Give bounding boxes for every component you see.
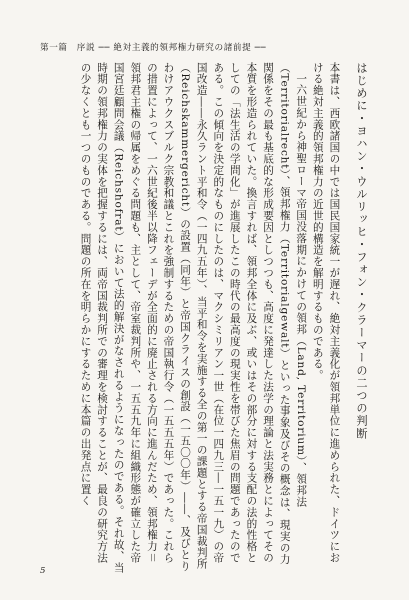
paragraph: 一六世紀から神聖ローマ帝国没落期にかけての領邦（Land, Territorium）、領邦法（Territorialrecht）、領邦権力（Territorialgewalt）といった事象及びその概念は、現実の力関係をその最も基底的な形成要因としつつも、高度に発達した法学の理論と法実務とによってその本質を形造られていた。換言すれば、領邦全体に及ぶ、或いはその部分に対する支配の法的性格としての「法生活の学問化」が進展したこの時代の最高度の現実性を帯びた焦眉の問題であったのである。この傾向を決定的なものにしたのは、マクシミリアン一世（在位一四九三―一五一九）の帝国改造――永久ラント平和令（一四九五年）、当平和令を実施する全の第一の課題とする帝国裁判所（Reichskammergericht）の設置（同年）と帝国クライスの創設（一五〇〇年）――、及びとりわけアウクスブルク宗教和議とこれを強制するための帝国執行令（一五五五年）であった。これらの措置によって、一六世紀後半以降フェーデが全面的に廃止される方向に進んだため、領邦権力＝領邦君主権の帰属をめぐる問題も、主として、帝室裁判所や、一五五九年に組織形態が確立した帝国宮廷顧問会議（Reichshofrat）において法的解決がなされるようになったのである。それ故、当時期の領邦権力の実体を把握するには、両帝国裁判所での審理を検討することが、最良の研究方法の少なくとも一つのものである。問題の所在を明らかにするために本篇の出発点に置く xyxy=(79,62,308,574)
paragraph: 本書は、西欧諸国の中では国民国家統一が遅れ、絶対主義化が領邦単位に進められた、ドイツにおける絶対主義的領邦権力の近世的構造を解明するものである。 xyxy=(311,62,341,564)
running-head: 第一篇 序説 ── 絶対主義的領邦権力研究の諸前提 ── xyxy=(40,43,267,53)
page-number: 5 xyxy=(40,566,46,576)
body-text xyxy=(19,62,369,574)
section-heading: はじめに・ヨハン・ウルリッヒ・フォン・クラーマーの二つの判断 xyxy=(355,62,368,440)
